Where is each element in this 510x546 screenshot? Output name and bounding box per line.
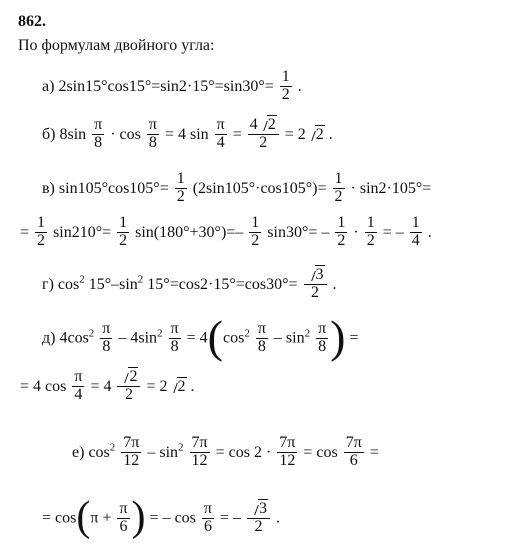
part-f-label: е) <box>72 443 85 461</box>
frac-den: 2 <box>37 231 46 249</box>
part-a-frac <box>280 69 292 104</box>
frac-den: 8 <box>257 337 266 355</box>
part-c-t4: sin210°= <box>53 223 112 241</box>
part-e-t6: – sin <box>273 329 305 347</box>
part-f-end: . <box>276 509 281 527</box>
part-f-t3: = cos 2 · <box>215 443 272 461</box>
frac-num: 1 <box>366 214 375 231</box>
part-f-frac2 <box>190 435 210 470</box>
sqrt <box>168 379 187 395</box>
part-d <box>42 268 337 303</box>
frac-den: 8 <box>318 337 327 355</box>
frac-num: 1 <box>334 170 343 187</box>
part-f-line2 <box>42 494 281 540</box>
frac-den: 2 <box>311 283 320 301</box>
part-c-t1: sin105°cos105°= <box>58 179 169 197</box>
part-d-label: г) <box>42 275 54 293</box>
part-e-line1 <box>42 311 359 362</box>
part-c-frac8 <box>410 215 422 250</box>
part-f-frac1 <box>121 435 141 470</box>
frac-num: π <box>203 499 212 517</box>
part-e-l2-t1: = 4 <box>20 377 42 395</box>
frac-num: π <box>94 116 103 133</box>
frac-num <box>304 267 327 285</box>
exponent: 2 <box>157 327 163 340</box>
part-c-t5: sin(180°+30°)=– <box>135 223 244 241</box>
frac-den: 6 <box>349 451 358 469</box>
part-e-t4: = 4 <box>186 329 208 347</box>
sqrt <box>306 127 325 143</box>
exponent: 2 <box>304 327 311 340</box>
frac-den: 2 <box>337 231 346 249</box>
exponent: 2 <box>244 327 250 340</box>
radicand: 2 <box>315 125 324 143</box>
sqrt <box>119 369 138 386</box>
frac-den: 2 <box>119 231 128 249</box>
intro-text: По формулам двойного угла: <box>18 37 215 54</box>
part-f-frac7 <box>247 501 270 536</box>
equals: = <box>232 125 242 143</box>
frac-den: 2 <box>254 517 263 535</box>
part-c-t2: (2sin105°·cos105°)= <box>192 179 327 197</box>
part-b-end: . <box>328 125 333 143</box>
part-f-t2: – sin <box>147 443 179 461</box>
part-a-end: . <box>297 77 302 95</box>
part-c-end: . <box>427 223 432 241</box>
part-c-frac4 <box>117 215 129 250</box>
part-e-frac2 <box>169 321 181 356</box>
frac-num: 1 <box>119 214 128 231</box>
right-paren: ) <box>131 494 146 540</box>
part-f-frac4 <box>344 435 364 470</box>
frac-num: 1 <box>37 214 46 231</box>
frac-den: 8 <box>148 133 157 151</box>
part-f-frac6 <box>202 501 214 536</box>
part-d-frac <box>304 267 327 302</box>
part-f-t1: cos <box>88 443 110 461</box>
frac-num <box>117 369 140 387</box>
part-e-frac3 <box>256 321 268 356</box>
part-a-frac-num: 1 <box>281 68 290 85</box>
part-e-label: д) <box>42 329 56 347</box>
frac-num: π <box>257 319 266 337</box>
part-e-frac4 <box>316 321 328 356</box>
frac-num: 7π <box>279 434 296 451</box>
frac-num: 7π <box>191 434 208 451</box>
part-c-label: в) <box>42 179 55 197</box>
frac-num: π <box>119 499 128 517</box>
frac-num: 7π <box>123 434 140 451</box>
part-d-end: . <box>332 275 337 293</box>
frac-den: 2 <box>176 187 185 205</box>
left-paren: ( <box>76 494 91 540</box>
part-c-frac3 <box>35 215 47 250</box>
frac-num: 1 <box>176 170 185 187</box>
part-e-t3: sin <box>138 329 158 347</box>
frac-num: π <box>170 319 179 337</box>
part-a-frac-den: 2 <box>281 85 290 103</box>
part-b-frac3 <box>215 117 227 152</box>
frac-den: 8 <box>102 337 111 355</box>
part-d-t2: 15°–sin <box>84 275 138 293</box>
part-d-t1: cos <box>57 275 80 293</box>
part-c-line2 <box>20 216 432 251</box>
part-b-text1: 8sin <box>59 125 87 143</box>
part-f-frac3 <box>277 435 297 470</box>
frac-num: π <box>102 319 111 337</box>
part-e-l2-t3: = 4 <box>90 377 112 395</box>
frac-num <box>247 501 270 519</box>
frac-num: 7π <box>345 434 362 451</box>
exponent: 2 <box>79 273 85 286</box>
exponent: 2 <box>137 273 144 286</box>
radicand: 3 <box>315 266 324 283</box>
frac-den: 2 <box>366 231 375 249</box>
frac-num: π <box>318 319 327 337</box>
part-d-t3: 15°=cos2·15°=cos30°= <box>143 275 298 293</box>
sqrt <box>249 501 268 518</box>
part-b-eq2: = 2 <box>284 125 306 143</box>
part-b-text3: = 4 <box>164 125 186 143</box>
part-c-frac5 <box>249 215 261 250</box>
part-b-text4: sin <box>189 125 209 143</box>
frac-den: 12 <box>191 451 208 469</box>
part-c-t8: = – <box>382 223 404 241</box>
frac-num <box>248 117 279 135</box>
frac-num: π <box>216 116 225 133</box>
part-b-frac4 <box>248 117 279 152</box>
frac-den: 4 <box>216 133 225 151</box>
part-f-t7: = – cos <box>149 509 196 527</box>
part-c-l2-start: = <box>20 223 30 241</box>
part-e-frac5 <box>72 369 84 404</box>
frac-num: 1 <box>337 214 346 231</box>
part-f-t4: = cos <box>303 443 338 461</box>
frac-num: 1 <box>411 214 420 231</box>
frac-num: π <box>148 116 157 133</box>
part-c-frac6 <box>335 215 347 250</box>
part-e-frac1 <box>100 321 112 356</box>
radicand: 2 <box>177 377 186 395</box>
part-e-t7: = <box>349 329 359 347</box>
part-c-t3: · sin2·105°= <box>350 179 432 197</box>
frac-den: 8 <box>170 337 179 355</box>
right-paren: ) <box>330 311 346 362</box>
radicand: 3 <box>259 499 268 517</box>
part-b <box>42 118 333 153</box>
part-f-line1 <box>72 436 379 471</box>
part-e-l2-t4: = 2 <box>146 377 168 395</box>
frac-den: 2 <box>251 231 260 249</box>
problem-number <box>18 14 46 30</box>
part-e-t5: cos <box>222 329 245 347</box>
part-e-line2 <box>20 370 195 405</box>
part-e-l2-t2: cos <box>45 377 67 395</box>
part-f-t8: = – <box>219 509 242 527</box>
exponent: 2 <box>178 441 184 454</box>
frac-num: 1 <box>251 214 260 231</box>
frac-den: 6 <box>119 517 128 535</box>
radicand: 2 <box>129 368 138 385</box>
sqrt <box>258 117 277 134</box>
part-c-line1 <box>42 172 431 207</box>
coef: 4 <box>249 116 258 133</box>
part-f-t6: π + <box>90 509 112 527</box>
part-c-frac2 <box>333 171 345 206</box>
left-paren: ( <box>207 311 223 362</box>
problem-number-text: 862. <box>18 13 46 30</box>
frac-den: 12 <box>123 451 140 469</box>
intro-line <box>18 38 214 54</box>
part-e-t2: – 4 <box>118 329 139 347</box>
exponent: 2 <box>88 327 95 340</box>
part-c-t7: · <box>353 223 359 241</box>
part-f-t5: = <box>369 443 379 461</box>
frac-den: 2 <box>334 187 343 205</box>
part-a-label: а) <box>42 77 55 95</box>
part-c-frac1 <box>175 171 187 206</box>
part-b-label: б) <box>42 125 56 143</box>
part-c-frac7 <box>365 215 377 250</box>
part-e-end: . <box>190 377 195 395</box>
part-e-frac6 <box>117 369 140 404</box>
part-c-t6: sin30°= – <box>267 223 330 241</box>
part-a-lhs: 2sin15°cos15°=sin2·15°=sin30°= <box>58 77 274 95</box>
radicand: 2 <box>267 116 276 133</box>
frac-den: 8 <box>94 133 103 151</box>
frac-num: π <box>74 368 83 385</box>
frac-den: 2 <box>259 133 268 151</box>
sqrt <box>306 267 325 284</box>
exponent: 2 <box>109 441 116 454</box>
frac-den: 4 <box>74 385 83 403</box>
part-b-frac2 <box>147 117 159 152</box>
part-f-frac5 <box>117 501 129 536</box>
part-a <box>42 70 302 105</box>
frac-den: 4 <box>411 231 420 249</box>
part-b-frac1 <box>92 117 104 152</box>
frac-den: 6 <box>203 517 212 535</box>
dot: · <box>110 125 116 143</box>
part-f-l2-t1: = cos <box>42 509 77 527</box>
frac-den: 2 <box>124 385 133 403</box>
frac-den: 12 <box>279 451 296 469</box>
part-b-text2: cos <box>119 125 141 143</box>
part-e-t1: 4cos <box>59 329 89 347</box>
